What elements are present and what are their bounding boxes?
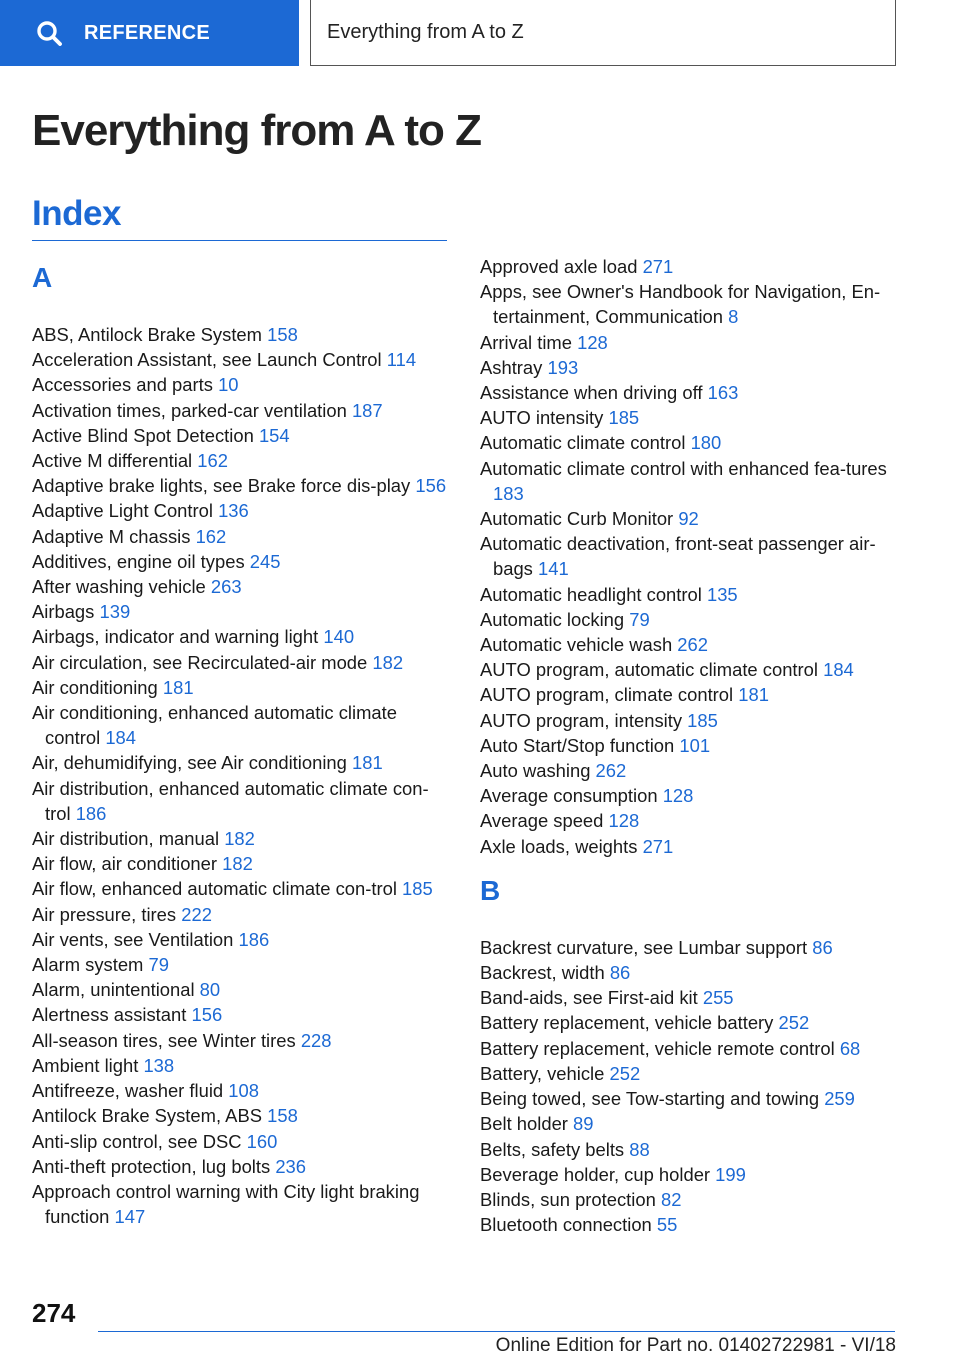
index-entry-page-link[interactable]: 262 bbox=[595, 760, 627, 782]
index-entry-text: Average consumption bbox=[480, 785, 658, 807]
index-list-a-right bbox=[480, 254, 900, 859]
index-entry-page-link[interactable]: 186 bbox=[238, 928, 270, 950]
index-entry-page-link[interactable]: 186 bbox=[75, 802, 107, 824]
index-entry bbox=[32, 1179, 452, 1229]
index-entry-text: Activation times, parked-car ventilation bbox=[32, 399, 347, 421]
index-entry-page-link[interactable]: 255 bbox=[702, 987, 734, 1009]
index-entry-text: Assistance when driving off bbox=[480, 382, 703, 404]
index-entry-page-link[interactable]: 114 bbox=[386, 349, 417, 371]
section-title: Everything from A to Z bbox=[327, 21, 524, 43]
index-entry-text: Battery replacement, vehicle remote control bbox=[480, 1037, 835, 1059]
index-entry-text: Automatic deactivation, front-seat passenger air-bags bbox=[480, 533, 876, 580]
index-entry bbox=[32, 322, 452, 347]
index-entry bbox=[480, 1036, 900, 1061]
index-entry bbox=[480, 1111, 900, 1136]
index-entry-text: Accessories and parts bbox=[32, 374, 213, 396]
index-list-b bbox=[480, 935, 900, 1237]
index-entry-text: Battery, vehicle bbox=[480, 1062, 605, 1084]
index-entry-text: Antifreeze, washer fluid bbox=[32, 1080, 224, 1102]
index-entry bbox=[32, 1053, 452, 1078]
page-number: 274 bbox=[32, 1298, 76, 1328]
index-entry bbox=[480, 456, 900, 506]
index-entry bbox=[32, 574, 452, 599]
index-entry bbox=[480, 355, 900, 380]
index-entry bbox=[32, 372, 452, 397]
index-entry-page-link[interactable]: 181 bbox=[162, 676, 194, 698]
section-tab-reference[interactable] bbox=[0, 0, 299, 66]
index-entry-page-link[interactable]: 222 bbox=[181, 903, 212, 925]
index-entry bbox=[32, 675, 452, 700]
index-entry-text: Acceleration Assistant, see Launch Control bbox=[32, 349, 382, 371]
index-entry bbox=[32, 1129, 452, 1154]
index-entry-text: Automatic Curb Monitor bbox=[480, 508, 674, 530]
index-entry bbox=[480, 254, 900, 279]
index-entry-page-link[interactable]: 180 bbox=[690, 432, 722, 454]
index-entry bbox=[480, 985, 900, 1010]
index-entry-text: Ambient light bbox=[32, 1054, 139, 1076]
index-entry-text: Air conditioning bbox=[32, 676, 158, 698]
index-entry-text: Adaptive brake lights, see Brake force dis-play bbox=[32, 475, 411, 497]
index-entry-page-link[interactable]: 228 bbox=[300, 1029, 332, 1051]
index-entry bbox=[480, 1137, 900, 1162]
index-entry-page-link[interactable]: 86 bbox=[609, 962, 631, 984]
index-entry-page-link[interactable]: 128 bbox=[577, 331, 608, 353]
index-entry-page-link[interactable]: 147 bbox=[114, 1206, 146, 1228]
index-entry-page-link[interactable]: 262 bbox=[677, 634, 708, 656]
index-entry-page-link[interactable]: 88 bbox=[629, 1138, 650, 1160]
index-entry bbox=[480, 1061, 900, 1086]
index-entry-text: All-season tires, see Winter tires bbox=[32, 1029, 296, 1051]
index-entry-page-link[interactable]: 162 bbox=[197, 450, 228, 472]
index-entry-page-link[interactable]: 140 bbox=[323, 626, 355, 648]
index-entry-page-link[interactable]: 160 bbox=[246, 1130, 278, 1152]
index-entry-text: Alarm, unintentional bbox=[32, 979, 195, 1001]
title-divider bbox=[32, 240, 447, 241]
index-entry bbox=[480, 935, 900, 960]
index-entry-page-link[interactable]: 184 bbox=[823, 659, 854, 681]
index-entry bbox=[480, 960, 900, 985]
index-entry-text: Air circulation, see Recirculated-air mode bbox=[32, 651, 368, 673]
index-entry bbox=[480, 330, 900, 355]
index-entry-page-link[interactable]: 8 bbox=[728, 306, 739, 328]
index-entry-text: Airbags bbox=[32, 601, 95, 623]
index-entry bbox=[32, 977, 452, 1002]
index-entry-text: Adaptive M chassis bbox=[32, 525, 191, 547]
index-entry-page-link[interactable]: 185 bbox=[402, 878, 433, 900]
index-entry-text: Bluetooth connection bbox=[480, 1214, 652, 1236]
index-entry-page-link[interactable]: 135 bbox=[706, 583, 738, 605]
index-entry-text: Automatic climate control bbox=[480, 432, 686, 454]
index-entry bbox=[32, 448, 452, 473]
index-entry-page-link[interactable]: 187 bbox=[351, 399, 383, 421]
index-entry-page-link[interactable]: 89 bbox=[573, 1113, 594, 1135]
index-entry bbox=[32, 927, 452, 952]
index-entry-text: Blinds, sun protection bbox=[480, 1188, 656, 1210]
index-entry-page-link[interactable]: 158 bbox=[267, 324, 298, 345]
index-entry-text: Axle loads, weights bbox=[480, 835, 638, 857]
index-entry-text: Adaptive Light Control bbox=[32, 500, 213, 522]
index-entry-text: Battery replacement, vehicle battery bbox=[480, 1012, 774, 1034]
index-entry-text: AUTO program, intensity bbox=[480, 709, 683, 731]
index-entry bbox=[480, 531, 900, 581]
index-entry-text: Backrest, width bbox=[480, 962, 605, 984]
index-entry bbox=[32, 776, 452, 826]
index-entry-text: Automatic vehicle wash bbox=[480, 634, 673, 656]
index-entry bbox=[480, 733, 900, 758]
index-entry bbox=[480, 758, 900, 783]
index-entry bbox=[480, 657, 900, 682]
index-entry-text: Ashtray bbox=[480, 356, 543, 378]
index-entry bbox=[32, 851, 452, 876]
index-entry-page-link[interactable]: 92 bbox=[678, 508, 699, 530]
index-entry bbox=[32, 1028, 452, 1053]
index-entry-page-link[interactable]: 193 bbox=[547, 356, 579, 378]
index-entry bbox=[480, 1187, 900, 1212]
index-entry-page-link[interactable]: 79 bbox=[148, 954, 169, 976]
index-entry-text: Automatic locking bbox=[480, 608, 625, 630]
index-entry-page-link[interactable]: 154 bbox=[258, 424, 290, 446]
index-entry-page-link[interactable]: 263 bbox=[210, 576, 242, 598]
index-entry-text: Alertness assistant bbox=[32, 1004, 187, 1026]
index-entry bbox=[480, 430, 900, 455]
index-entry-page-link[interactable]: 236 bbox=[275, 1155, 307, 1177]
index-letter-a: A bbox=[32, 262, 53, 293]
index-entry bbox=[32, 423, 452, 448]
index-entry-page-link[interactable]: 158 bbox=[267, 1105, 298, 1127]
index-entry-page-link[interactable]: 80 bbox=[199, 979, 221, 1001]
index-entry-page-link[interactable]: 184 bbox=[105, 727, 137, 749]
index-entry bbox=[32, 549, 452, 574]
index-entry-page-link[interactable]: 68 bbox=[839, 1037, 861, 1059]
index-entry-text: Additives, engine oil types bbox=[32, 550, 245, 572]
index-entry bbox=[32, 473, 452, 498]
index-entry-page-link[interactable]: 182 bbox=[224, 828, 255, 850]
index-entry-text: Average speed bbox=[480, 810, 604, 832]
footer-divider bbox=[98, 1331, 895, 1332]
index-entry bbox=[32, 826, 452, 851]
index-entry-text: Air vents, see Ventilation bbox=[32, 928, 234, 950]
index-entry-text: Air flow, enhanced automatic climate con-trol bbox=[32, 878, 397, 900]
section-title-tab[interactable] bbox=[310, 0, 896, 66]
index-entry-page-link[interactable]: 136 bbox=[218, 500, 249, 522]
index-entry-text: Approved axle load bbox=[480, 256, 638, 277]
index-entry bbox=[480, 1212, 900, 1237]
index-entry bbox=[480, 783, 900, 808]
index-entry-page-link[interactable]: 182 bbox=[222, 853, 253, 875]
index-entry bbox=[32, 902, 452, 927]
index-entry-text: AUTO intensity bbox=[480, 407, 604, 429]
index-entry-text: Anti-slip control, see DSC bbox=[32, 1130, 242, 1152]
index-entry-page-link[interactable]: 183 bbox=[493, 482, 524, 504]
index-entry-text: Beverage holder, cup holder bbox=[480, 1163, 711, 1185]
index-entry-page-link[interactable]: 156 bbox=[415, 475, 447, 497]
index-entry-text: Air, dehumidifying, see Air conditioning bbox=[32, 752, 347, 774]
index-entry-text: Band-aids, see First-aid kit bbox=[480, 987, 698, 1009]
index-letter-b: B bbox=[480, 874, 501, 906]
index-entry-page-link[interactable]: 185 bbox=[687, 709, 718, 731]
index-entry-text: Airbags, indicator and warning light bbox=[32, 626, 319, 648]
index-entry-page-link[interactable]: 101 bbox=[679, 734, 711, 756]
index-entry bbox=[32, 1154, 452, 1179]
page-title: Everything from A to Z bbox=[32, 106, 481, 155]
index-entry-page-link[interactable]: 182 bbox=[372, 651, 404, 673]
index-entry-page-link[interactable]: 79 bbox=[629, 608, 650, 630]
index-entry bbox=[480, 279, 900, 329]
index-entry-page-link[interactable]: 163 bbox=[707, 382, 739, 404]
index-column-right bbox=[480, 254, 900, 1237]
index-entry bbox=[32, 498, 452, 523]
index-entry-text: Air pressure, tires bbox=[32, 903, 177, 925]
index-entry-page-link[interactable]: 10 bbox=[218, 374, 239, 396]
index-entry-page-link[interactable]: 245 bbox=[249, 550, 281, 572]
page-subtitle: Index bbox=[32, 194, 121, 233]
index-entry bbox=[480, 1162, 900, 1187]
index-entry-page-link[interactable]: 252 bbox=[778, 1012, 810, 1034]
index-entry-page-link[interactable]: 128 bbox=[608, 810, 640, 832]
index-entry-text: Approach control warning with City light braking function bbox=[32, 1180, 420, 1228]
index-entry-page-link[interactable]: 271 bbox=[642, 835, 674, 857]
index-entry bbox=[480, 607, 900, 632]
index-entry-text: Automatic climate control with enhanced fea-tures bbox=[480, 457, 887, 479]
index-entry bbox=[480, 405, 900, 430]
index-entry bbox=[32, 952, 452, 977]
index-entry-text: Backrest curvature, see Lumbar support bbox=[480, 936, 808, 958]
index-entry bbox=[480, 632, 900, 657]
index-entry-page-link[interactable]: 108 bbox=[228, 1080, 259, 1102]
index-entry-text: Active M differential bbox=[32, 450, 193, 472]
index-entry bbox=[32, 599, 452, 624]
index-entry-page-link[interactable]: 139 bbox=[99, 601, 131, 623]
index-entry bbox=[480, 1010, 900, 1035]
index-entry-text: Belts, safety belts bbox=[480, 1138, 625, 1160]
section-label: REFERENCE bbox=[84, 21, 211, 44]
index-entry-text: Air conditioning, enhanced automatic climate control bbox=[32, 702, 397, 749]
index-entry bbox=[480, 808, 900, 833]
index-entry-text: AUTO program, climate control bbox=[480, 684, 734, 706]
index-entry-text: AUTO program, automatic climate control bbox=[480, 659, 818, 681]
index-entry-page-link[interactable]: 181 bbox=[738, 684, 769, 706]
index-entry-text: Apps, see Owner's Handbook for Navigation, En-tertainment, Communication bbox=[480, 281, 881, 328]
index-entry bbox=[32, 650, 452, 675]
index-entry-text: Anti-theft protection, lug bolts bbox=[32, 1155, 271, 1177]
index-entry-text: Auto Start/Stop function bbox=[480, 734, 675, 756]
index-entry-page-link[interactable]: 141 bbox=[538, 558, 569, 580]
index-entry-page-link[interactable]: 156 bbox=[191, 1004, 223, 1026]
index-entry-page-link[interactable]: 259 bbox=[824, 1088, 855, 1110]
index-entry bbox=[32, 398, 452, 423]
index-entry-page-link[interactable]: 86 bbox=[812, 936, 833, 958]
index-entry-page-link[interactable]: 181 bbox=[352, 752, 383, 774]
index-list-a-left bbox=[32, 322, 452, 1229]
index-entry-text: Air distribution, enhanced automatic climate con-trol bbox=[32, 777, 429, 824]
index-entry-page-link[interactable]: 55 bbox=[656, 1214, 678, 1236]
index-entry bbox=[32, 1078, 452, 1103]
search-icon bbox=[36, 20, 62, 46]
index-entry bbox=[32, 876, 452, 901]
index-entry-page-link[interactable]: 138 bbox=[143, 1054, 175, 1076]
index-entry-text: Alarm system bbox=[32, 954, 144, 976]
index-entry-text: Belt holder bbox=[480, 1113, 568, 1135]
index-entry-page-link[interactable]: 199 bbox=[715, 1163, 746, 1185]
index-entry bbox=[32, 750, 452, 775]
index-entry bbox=[480, 582, 900, 607]
index-entry bbox=[32, 524, 452, 549]
index-entry bbox=[32, 1103, 452, 1128]
index-entry-page-link[interactable]: 82 bbox=[660, 1188, 682, 1210]
index-entry-text: Arrival time bbox=[480, 331, 572, 353]
index-entry-page-link[interactable]: 128 bbox=[662, 785, 694, 807]
index-entry bbox=[480, 1086, 900, 1111]
index-entry bbox=[480, 506, 900, 531]
index-entry-text: Auto washing bbox=[480, 760, 591, 782]
index-entry-text: Active Blind Spot Detection bbox=[32, 424, 254, 446]
index-entry bbox=[32, 624, 452, 649]
index-entry-page-link[interactable]: 162 bbox=[195, 525, 227, 547]
index-entry-text: Automatic headlight control bbox=[480, 583, 702, 605]
index-entry-text: Air flow, air conditioner bbox=[32, 853, 218, 875]
index-entry-text: Air distribution, manual bbox=[32, 828, 220, 850]
footer-edition: Online Edition for Part no. 01402722981 - VI/18 bbox=[495, 1335, 896, 1356]
index-entry bbox=[32, 700, 452, 750]
index-entry-page-link[interactable]: 271 bbox=[642, 256, 674, 277]
index-entry-text: ABS, Antilock Brake System bbox=[32, 324, 262, 345]
index-entry-page-link[interactable]: 185 bbox=[608, 407, 640, 429]
index-entry bbox=[32, 347, 452, 372]
index-column-left bbox=[32, 254, 452, 1229]
index-entry-page-link[interactable]: 252 bbox=[609, 1062, 641, 1084]
index-entry bbox=[480, 682, 900, 707]
index-entry bbox=[480, 380, 900, 405]
index-entry bbox=[480, 708, 900, 733]
index-entry bbox=[32, 1002, 452, 1027]
index-entry-text: Antilock Brake System, ABS bbox=[32, 1105, 262, 1127]
index-entry-text: After washing vehicle bbox=[32, 576, 206, 598]
index-entry-text: Being towed, see Tow-starting and towing bbox=[480, 1088, 820, 1110]
index-entry bbox=[480, 834, 900, 859]
